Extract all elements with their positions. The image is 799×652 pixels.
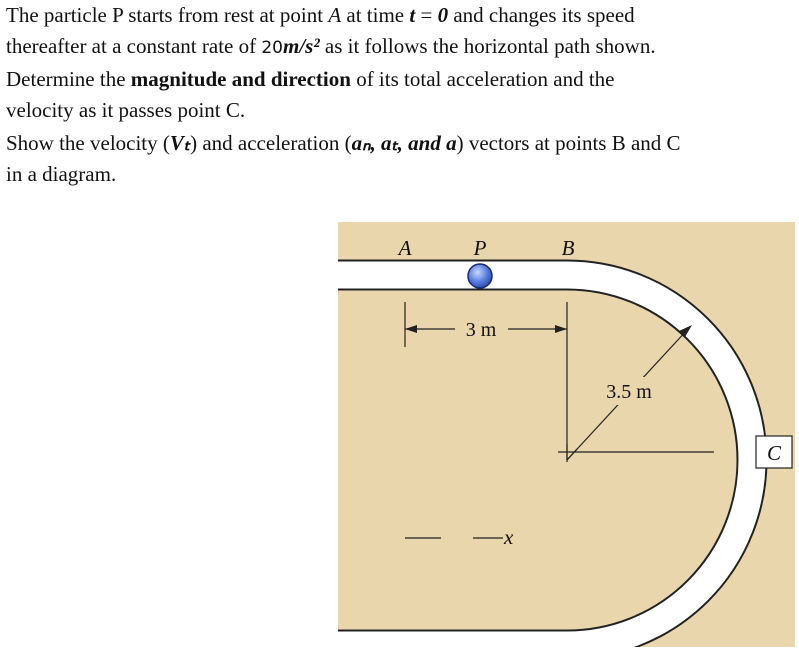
- problem-line-1: [6, 0, 796, 31]
- text-run: as it follows the horizontal path shown.: [319, 34, 656, 58]
- radius-label: 3.5 m: [606, 381, 652, 403]
- point-a-ref: A: [328, 3, 342, 27]
- velocity-symbol: Vₜ: [169, 131, 191, 155]
- axis-x-label: x: [504, 525, 514, 549]
- label-p: P: [473, 236, 487, 260]
- rate-value: 20: [261, 38, 283, 58]
- emphasis-text: magnitude and direction: [130, 67, 351, 91]
- time-symbol: t: [409, 3, 416, 27]
- text-run: Determine the: [6, 67, 131, 91]
- text-run: at time: [341, 3, 410, 27]
- particle-p: [468, 264, 492, 288]
- text-run: Show the velocity (: [6, 131, 170, 155]
- text-run: ) vectors at points B and C: [456, 131, 681, 155]
- label-c: C: [766, 441, 782, 465]
- text-run: ) and acceleration (: [190, 131, 352, 155]
- text-run: and changes its speed: [448, 3, 635, 27]
- rate-unit: m/s²: [283, 34, 320, 58]
- text-run: The particle P starts from rest at point: [6, 3, 329, 27]
- problem-line-2: [6, 31, 796, 64]
- path-figure: [338, 222, 795, 652]
- problem-line-3: [6, 64, 796, 95]
- time-zero: 0: [437, 3, 449, 27]
- problem-line-4: velocity as it passes point C.: [6, 98, 246, 122]
- dim-straight-label: 3 m: [465, 319, 497, 341]
- problem-line-6: in a diagram.: [6, 162, 117, 186]
- problem-line-5: [6, 128, 796, 159]
- acceleration-symbols: aₙ, aₜ, and a: [351, 131, 457, 155]
- text-run: =: [415, 3, 438, 27]
- path-diagram: [338, 222, 795, 647]
- problem-statement: [6, 0, 796, 190]
- label-b: B: [561, 236, 575, 260]
- text-run: of its total acceleration and the: [350, 67, 615, 91]
- text-run: thereafter at a constant rate of: [6, 34, 262, 58]
- label-a: A: [398, 236, 412, 260]
